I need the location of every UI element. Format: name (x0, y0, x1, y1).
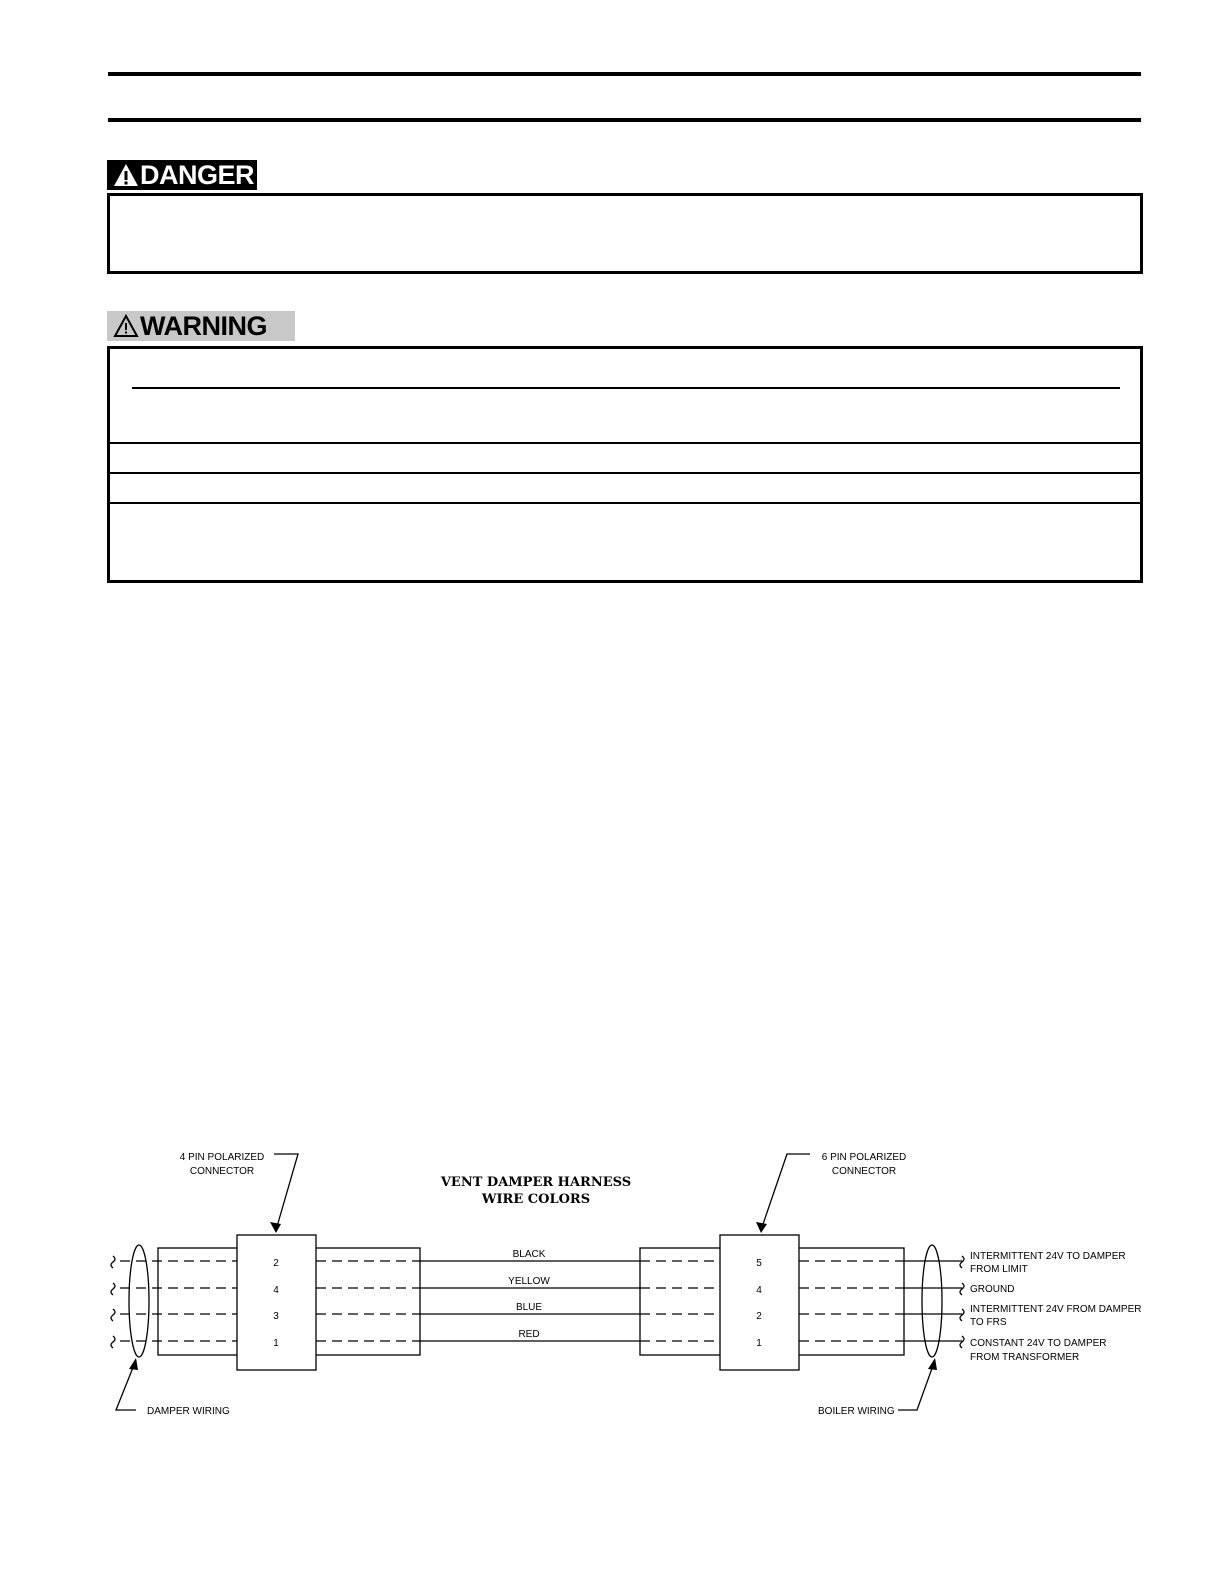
left-pin-number: 4 (273, 1285, 279, 1296)
right-connector-label-line1: 6 PIN POLARIZED (821, 1152, 907, 1163)
right-bundle-ellipse (922, 1245, 942, 1357)
left-wire-break-marks (111, 1256, 115, 1348)
left-connector-label-line2: CONNECTOR (189, 1166, 255, 1177)
warning-triangle-icon (113, 163, 139, 187)
signal-description: CONSTANT 24V TO DAMPER (970, 1338, 1107, 1349)
warning-box (107, 346, 1143, 583)
signal-description: GROUND (970, 1284, 1015, 1295)
boiler-wiring-callout: BOILER WIRING (818, 1406, 895, 1417)
right-wire-break-marks (960, 1256, 964, 1348)
wire-color-label: YELLOW (508, 1276, 550, 1287)
diagram-title-line2: WIRE COLORS (481, 1192, 591, 1207)
right-connector-leader (761, 1154, 810, 1230)
left-pin-number: 1 (273, 1338, 279, 1349)
right-pin-number: 4 (756, 1285, 762, 1296)
right-pin-number: 1 (756, 1338, 762, 1349)
right-pin-number: 5 (756, 1258, 762, 1269)
vent-damper-wiring-diagram (0, 1140, 1225, 1430)
warning-box-divider (132, 387, 1120, 389)
left-bundle-ellipse (129, 1245, 149, 1357)
signal-description: INTERMITTENT 24V FROM DAMPER (970, 1304, 1142, 1315)
left-connector-label-line1: 4 PIN POLARIZED (179, 1152, 265, 1163)
signal-description: INTERMITTENT 24V TO DAMPER (970, 1251, 1126, 1262)
signal-description: FROM LIMIT (970, 1264, 1028, 1275)
left-connector-leader (274, 1154, 298, 1230)
wire-color-label: RED (518, 1329, 540, 1340)
warning-box-row-divider (110, 442, 1140, 444)
warning-box-row-divider (110, 472, 1140, 474)
wire-color-label: BLUE (515, 1302, 543, 1313)
danger-label: DANGER (140, 160, 255, 190)
right-pin-number: 2 (756, 1311, 762, 1322)
left-pin-number: 3 (273, 1311, 279, 1322)
left-pin-number: 2 (273, 1258, 279, 1269)
danger-banner (107, 160, 257, 190)
header-rule-top (108, 72, 1141, 76)
left-connector-body (237, 1235, 316, 1370)
wire-color-label: BLACK (512, 1249, 546, 1260)
right-connector-label-line2: CONNECTOR (831, 1166, 897, 1177)
right-connector-body (720, 1235, 799, 1370)
warning-label: WARNING (140, 311, 267, 341)
signal-description: FROM TRANSFORMER (970, 1352, 1080, 1363)
warning-box-row-divider (110, 502, 1140, 504)
warning-triangle-icon (113, 314, 139, 338)
diagram-title-line1: VENT DAMPER HARNESS (440, 1175, 632, 1190)
damper-wiring-callout: DAMPER WIRING (147, 1406, 230, 1417)
danger-box (107, 193, 1143, 274)
signal-description: TO FRS (970, 1317, 1007, 1328)
warning-banner (107, 311, 295, 341)
header-rule-bottom (108, 118, 1141, 122)
